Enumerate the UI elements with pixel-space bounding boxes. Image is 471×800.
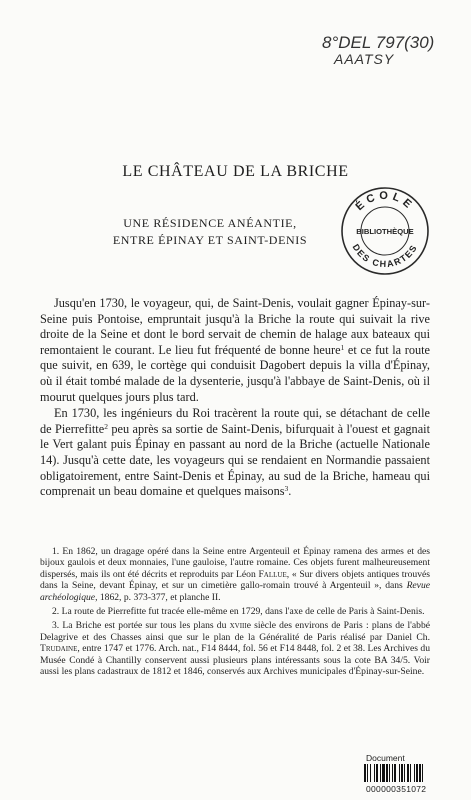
stamp-top-text: ÉCOLE — [353, 189, 417, 214]
footnote-1: 1. En 1862, un dragage opéré dans la Seine entre Argenteuil et Épinay ramena des armes et des bijoux gaulois et deux monnaies, l'une gauloise, l'autre romaine. Ces objets furent malheureusement dispersés, mais ils ont été décrits et reproduits par Léon Fallue, « Sur divers objets antiques trouvés dans la Seine, devant Épinay, et sur un cimetière gallo-romain trouvé à Argenteuil », dans Revue archéologique, 1862, p. 373-377, et planche II. — [40, 546, 430, 603]
footnote-ref-3: 3 — [284, 484, 289, 494]
subtitle-line-2: ENTRE ÉPINAY ET SAINT-DENIS — [112, 233, 308, 247]
page-title: LE CHÂTEAU DE LA BRICHE — [122, 163, 349, 180]
document-label: Document — [366, 753, 405, 763]
footnotes — [40, 546, 430, 680]
handwritten-shelfmark — [322, 34, 462, 67]
stamp-bottom-text: DES CHARTES — [350, 242, 420, 270]
library-stamp — [340, 186, 430, 276]
subtitle-line-1: UNE RÉSIDENCE ANÉANTIE, — [123, 216, 297, 230]
body-paragraph-1: Jusqu'en 1730, le voyageur, qui, de Saint-Denis, voulait gagner Épinay-sur-Seine puis Pontoise, empruntait jusqu'à la Briche la route qui suivait la rive droite de la Seine et dont le bord servait de chemin de halage aux bateaux qui remontaient le courant. Le lieu fut fréquenté de bonne heure$^1$ et ce fut la route que suivit, en 639, le cortège qui conduisit Dagobert depuis la villa d'Épinay, où il était tombé malade de la dysenterie, jusqu'à l'abbaye de Saint-Denis, où il mourut quelques jours plus tard. — [40, 296, 430, 404]
footnote-ref-1: 1 — [340, 342, 345, 352]
footnote-3: 3. La Briche est portée sur tous les plans du xviiie siècle des environs de Paris : plans de l'abbé Delagrive et des Chasses ainsi que sur le plan de la Généralité de Paris réalisé par Daniel Ch. Trudaine, entre 1747 et 1776. Arch. nat., F14 8444, fol. 56 et F14 8448, fol. 2 et 38. Les Archives du Musée Condé à Chantilly conservent aussi plusieurs plans intéressants sous la cote BA 34/5. Voir aussi les plans cadastraux de 1812 et 1846, conservés aux Archives municipales d'Épinay-sur-Seine. — [40, 620, 431, 678]
footnote-ref-2: 2 — [104, 421, 108, 431]
body-paragraph-2: En 1730, les ingénieurs du Roi tracèrent la route qui, se détachant de celle de Pierrefitte$^2$ peu après sa sortie de Saint-Denis, bifurquait à l'ouest et gagnait le Vert galant puis Épinay en passant au nord de la Briche (actuelle Nationale 14). Jusqu'à cette date, les voyageurs qui se rendaient en Normandie passaient obligatoirement, entre Saint-Denis et Épinay, au sud de la Briche, hameau qui comprenait un beau domaine et quelques maisons$^3$. — [40, 406, 430, 499]
barcode — [364, 764, 436, 782]
shelfmark-line-2: AAATSY — [334, 50, 395, 67]
article-body — [40, 296, 430, 500]
document-number: 000000351072 — [366, 784, 427, 794]
stamp-center-text: BIBLIOTHÈQUE — [356, 227, 414, 236]
footnote-2: 2. La route de Pierrefitte fut tracée elle-même en 1729, dans l'axe de celle de Paris à Saint-Denis. — [52, 606, 425, 618]
shelfmark-line-1: 8°DEL 797(30) — [322, 33, 435, 52]
